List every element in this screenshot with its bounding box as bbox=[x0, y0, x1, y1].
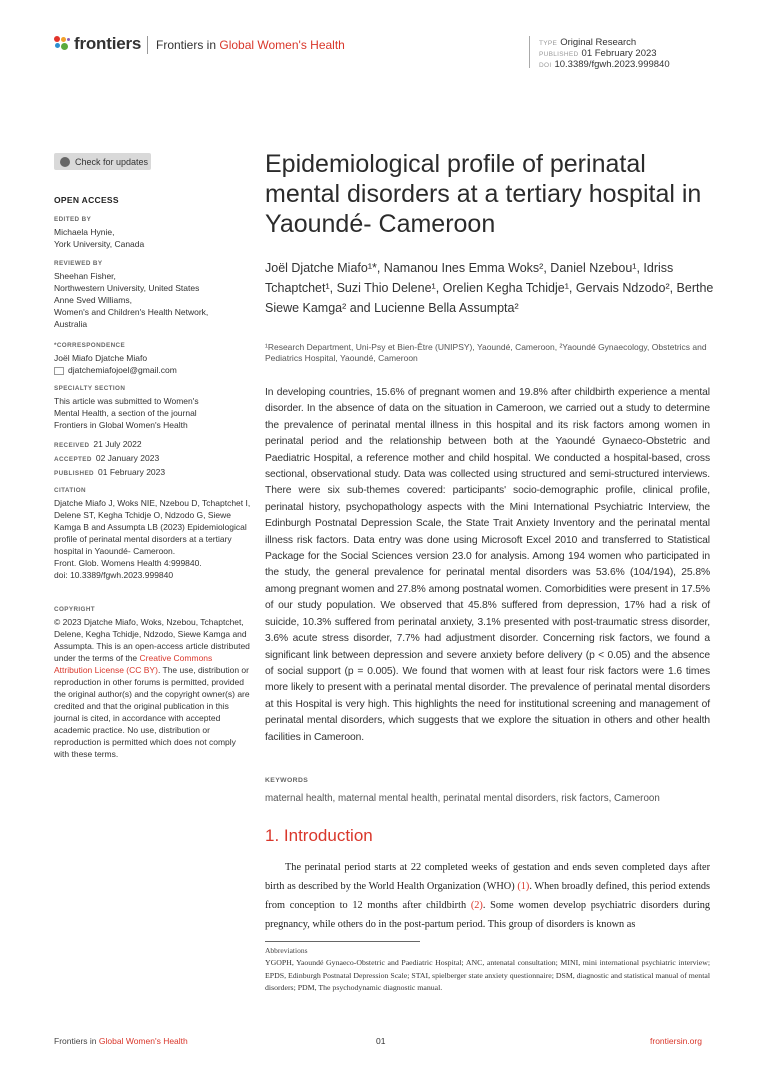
published-value: 01 February 2023 bbox=[581, 48, 657, 59]
abstract: In developing countries, 15.6% of pregnant women and 19.8% after childbirth experience a mental disorder. In the absence of data on the situation in Cameroon, we carried out a study to determine the prevalence of perinatal mental illness in this hospital and its risk factors among women in perinatal period and the relationship between both at the Yaoundé Gynaeco-Obstetric and Paediatric Hospital, a reference mother and child hospital. We conducted a hospital-based, cross sectional, observational study. Data was collected using structured and semi-structured interviews. There were six sub-themes covered: participants' socio-demographic profile, clinical profile, perinatal history, psychopathology aspects with the Mini International Psychiatric Interview, the Edinburgh Postnatal Depression Scale, the State Trait Anxiety Inventory and the perinatal mental illness risk factors. Data entry was done using Microsoft Excel 2010 and transferred to Statistical Package for the Social Sciences version 23.0 for analysis. Among 194 women who participated in the study, the general prevalence for perinatal mental disorders was 53.6% (104/194), 25.8% among pregnant women and 27.8% among postnatal women. Comorbidities were present in 17.5% of our study population. We observed that 45.8% suffered from depression, 17% had a risk of suicide, 10.3% suffered from perinatal anxiety, 3.1% presented with post-traumatic stress disorder, 3.6% acute stress disorder, 7.7% had adjustment disorder. Concerning risk factors, we found a significant link between depression and severe anxiety before delivery (p < 0.05) and the absence of social support (p = 0.005). We found that women with at least four risk factors were 1.6 times more likely to present with a perinatal mental disorder. The prevalence of perinatal mental disorders at this Hospital is very high. This highlights the need for institutional screening and management of perinatal mental disorders, which suggests that we explore the situation in others and other health facilities in Cameroon. bbox=[265, 387, 710, 743]
published-key: PUBLISHED bbox=[54, 470, 94, 477]
specialty-section bbox=[54, 383, 254, 431]
header-divider bbox=[147, 36, 148, 54]
keywords: maternal health, maternal mental health, perinatal mental disorders, risk factors, Cameroon bbox=[265, 793, 660, 804]
journal-name-header[interactable] bbox=[156, 38, 345, 52]
intro-text: . Some women develop psychiatric disorders during pregnancy, while others do in the post-partum period. This group of disorders is known as bbox=[265, 900, 710, 930]
keywords-label: KEYWORDS bbox=[265, 777, 309, 784]
doi-value: 10.3389/fgwh.2023.999840 bbox=[554, 59, 670, 70]
copyright-text-part: . The use, distribution or reproduction in other forums is permitted, provided the original author(s) and the copyright owner(s) are credited and that the original publication in this journal is cited, in accordance with accepted academic practice. No use, distribution or reproduction is permitted which does not comply with these terms. bbox=[54, 665, 250, 759]
correspondence-section bbox=[54, 340, 254, 376]
abbreviations-heading: Abbreviations bbox=[265, 946, 308, 955]
doi[interactable] bbox=[539, 59, 670, 70]
footnote-divider bbox=[265, 941, 420, 942]
edited-by-label: EDITED BY bbox=[54, 216, 92, 223]
footer-journal-prefix: Frontiers in bbox=[54, 1036, 97, 1046]
reviewed-by-section bbox=[54, 258, 254, 330]
published-value: 01 February 2023 bbox=[98, 467, 166, 477]
journal-name: Global Women's Health bbox=[219, 38, 345, 52]
citation-label: CITATION bbox=[54, 487, 86, 494]
article-title: Epidemiological profile of perinatal mental disorders at a tertiary hospital in Yaoundé- Cameroon bbox=[265, 150, 702, 238]
published-key: PUBLISHED bbox=[539, 51, 579, 58]
published-date bbox=[539, 48, 657, 59]
accepted-key: ACCEPTED bbox=[54, 456, 92, 463]
section-title-introduction: 1. Introduction bbox=[265, 826, 373, 845]
editor-affiliation: York University, Canada bbox=[54, 239, 145, 249]
citation-text: Djatche Miafo J, Woks NIE, Nzebou D, Tchaptchet I, Delene ST, Kegha Tchidje O, Ndzodo G, Siewe Kamga B and Assumpta LB (2023) Epidemiological profile of perinatal mental disorders at a tertiary hospital in Yaoundé- Cameroon. bbox=[54, 498, 251, 556]
open-access-text: OPEN ACCESS bbox=[54, 195, 119, 205]
footer-journal-name: Global Women's Health bbox=[98, 1036, 188, 1046]
reference-link[interactable]: (1) bbox=[517, 881, 530, 892]
published-row bbox=[54, 466, 254, 480]
intro-text: The perinatal period starts at 22 completed weeks of gestation and ends seven completed days after birth as described by the World Health Organization (WHO) bbox=[265, 862, 710, 892]
check-for-updates-button[interactable] bbox=[54, 153, 151, 170]
email-icon bbox=[54, 367, 64, 375]
dates-section bbox=[54, 438, 254, 480]
correspondence-email-row[interactable] bbox=[54, 364, 254, 376]
doi-key: DOI bbox=[539, 62, 552, 69]
reviewer-affiliation: Northwestern University, United States bbox=[54, 283, 200, 293]
reviewer-affiliation: Women's and Children's Health Network, bbox=[54, 307, 209, 317]
footer-site-link[interactable]: frontiersin.org bbox=[650, 1036, 702, 1046]
journal-prefix: Frontiers in bbox=[156, 38, 217, 52]
copyright-section bbox=[54, 604, 254, 760]
copyright-label: COPYRIGHT bbox=[54, 606, 96, 613]
citation-section bbox=[54, 485, 254, 581]
frontiers-logo-icon bbox=[54, 36, 70, 52]
editor-name: Michaela Hynie, bbox=[54, 227, 115, 237]
edited-by-section bbox=[54, 214, 254, 250]
cc-license-link[interactable]: Creative Commons Attribution License (CC BY) bbox=[54, 653, 213, 675]
correspondence-email: djatchemiafojoel@gmail.com bbox=[68, 365, 177, 375]
intro-text: . When broadly defined, this period extends from conception to 12 months after childbirth bbox=[265, 881, 710, 911]
reviewer-affiliation: Australia bbox=[54, 319, 88, 329]
received-row bbox=[54, 438, 254, 452]
accepted-row bbox=[54, 452, 254, 466]
frontiers-logo[interactable] bbox=[54, 34, 141, 54]
reviewer-name: Sheehan Fisher, bbox=[54, 271, 116, 281]
reference-link[interactable]: (2) bbox=[470, 900, 483, 911]
logo-text: frontiers bbox=[74, 34, 142, 53]
correspondence-name: Joël Miafo Djatche Miafo bbox=[54, 353, 148, 363]
page-number: 01 bbox=[376, 1036, 386, 1046]
footer-journal[interactable] bbox=[54, 1036, 188, 1046]
author-list[interactable]: Joël Djatche Miafo¹*, Namanou Ines Emma Woks², Daniel Nzebou¹, Idriss Tchaptchet¹, Suzi Thio Delene¹, Orelien Kegha Tchidje¹, Gervais Ndzodo², Berthe Siewe Kamga² and Lucienne Bella Assumpta² bbox=[265, 261, 714, 315]
received-key: RECEIVED bbox=[54, 442, 90, 449]
update-icon bbox=[60, 157, 70, 167]
citation-doi[interactable]: doi: 10.3389/fgwh.2023.999840 bbox=[54, 570, 174, 580]
meta-divider bbox=[529, 36, 530, 68]
copyright-text bbox=[54, 616, 250, 760]
reviewer-name: Anne Sved Williams, bbox=[54, 295, 132, 305]
article-type-key: TYPE bbox=[539, 40, 558, 47]
abbreviations-text: YGOPH, Yaoundé Gynaeco-Obstetric and Paediatric Hospital; ANC, antenatal consultation; MINI, mini international psychiatric interview; EPDS, Edinburgh Postnatal Depression Scale; STAI, spielberger state anxiety questionnaire; DSM, diagnostic and statistical manual of mental disorders; PDM, The psychodynamic diagnostic manual. bbox=[265, 958, 710, 992]
correspondence-label: *CORRESPONDENCE bbox=[54, 342, 126, 349]
article-type bbox=[539, 37, 636, 48]
citation-journal: Front. Glob. Womens Health 4:999840. bbox=[54, 558, 202, 568]
accepted-value: 02 January 2023 bbox=[95, 453, 160, 463]
open-access-label bbox=[54, 194, 254, 206]
copyright-text-part: © 2023 Djatche Miafo, Woks, Nzebou, Tchaptchet, Delene, Kegha Tchidje, Ndzodo, Siewe Kamga and Assumpta. This is an open-access article distributed under the terms of the bbox=[54, 617, 250, 663]
received-value: 21 July 2022 bbox=[93, 439, 142, 449]
introduction-paragraph bbox=[265, 858, 710, 934]
specialty-text: This article was submitted to Women's Mental Health, a section of the journal Frontiers in Global Women's Health bbox=[54, 396, 199, 430]
specialty-label: SPECIALTY SECTION bbox=[54, 385, 126, 392]
article-type-value: Original Research bbox=[560, 37, 637, 48]
check-updates-label: Check for updates bbox=[75, 156, 149, 167]
affiliations: ¹Research Department, Uni-Psy et Bien-Être (UNIPSY), Yaoundé, Cameroon, ²Yaoundé Gynaecology, Obstetrics and Pediatrics Hospital, Yaoundé, Cameroon bbox=[265, 342, 707, 363]
reviewed-by-label: REVIEWED BY bbox=[54, 260, 103, 267]
